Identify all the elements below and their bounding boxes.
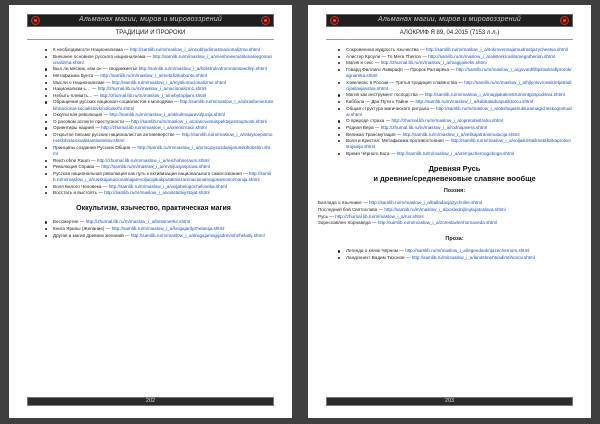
list-item: [346, 106, 573, 118]
item-label: Русь —: [318, 213, 334, 219]
item-link[interactable]: http://samlib.ru/m/maslow_i_a/kabbaladvaputiktorcu.shtml: [415, 98, 534, 104]
item-label: Обращение русских национал-социалистов к молодёжи —: [53, 99, 179, 105]
prose-title: Проза:: [445, 236, 464, 243]
item-label: Время Чёрного Бога —: [346, 150, 396, 156]
list-item: [318, 200, 573, 206]
poetry-title: Поэзия:: [443, 188, 466, 195]
item-label: Сокровенная мудрость язычества —: [346, 47, 425, 52]
item-link[interactable]: http://samlib.ru/m/maslow_i_a/orasovomaspekteprestupnosti.shtml: [131, 118, 267, 124]
item-label: О природе страха —: [346, 118, 391, 124]
emblem-icon: [261, 16, 270, 25]
list-item: [346, 80, 573, 92]
item-link[interactable]: http://samlib.ru/m/maslow_i_a/obshajastrukturamagicheskogoritualai.shtml: [346, 105, 572, 117]
list-item: [346, 125, 573, 131]
item-link[interactable]: http://samlib.ru/m/maslow_i_a/neobhodimostnacionalizma.shtml: [129, 47, 260, 52]
list-item: [53, 164, 274, 170]
item-link[interactable]: http://zhurnal.lib.ru/m/maslow_i_a/nacionalizm1.shtml: [97, 86, 207, 92]
item-label: Последний бой Святослава —: [318, 207, 384, 213]
list-item: [53, 171, 274, 183]
item-link[interactable]: http://zhurnal.lib.ru/m/maslow_i_a/nebytopljam.shtml: [99, 92, 207, 98]
item-link[interactable]: http://samlib.ru/m/maslow_i_a/vremjachernogoboga.shtml: [396, 150, 515, 156]
list-item: [53, 184, 274, 190]
item-label: К необходимости Национализма —: [53, 47, 129, 52]
list-item: [318, 220, 573, 226]
item-label: Книга Ярилы (Желание) —: [53, 225, 111, 231]
list-item: [346, 99, 573, 105]
item-link[interactable]: http://zhurnal.lib.ru/m/maslow_i_a/orientirnacii.shtml: [101, 125, 207, 131]
item-label: Ориентиры нацией —: [53, 125, 100, 131]
list-item: [53, 73, 274, 79]
item-link[interactable]: http://samlib.ru/m/maslow_i_a/hjlyotvvrossiitretjatradicijaslavjanstva.shtml: [346, 79, 572, 91]
list-item: [53, 112, 274, 118]
item-link[interactable]: http://samlib.ru/m/maslow_i_a/principysozdanijarusskihobshin.shtml: [53, 144, 271, 156]
item-label: Великая Трансмутация —: [346, 131, 402, 137]
list-item: [53, 80, 274, 86]
item-label: Воля и Кристал: Метафизика противостояния —: [346, 138, 450, 144]
list-item: [346, 151, 573, 157]
item-link[interactable]: http://samlib.ru/m/maslow_i_a/vneshnievnutrikinasiegonacionalizma.shtml: [53, 53, 273, 65]
right-subheader: АЛОКРИФ Я 89, 04.2015 (7153 л.л.): [326, 30, 573, 40]
list-item: [53, 47, 274, 53]
right-page-number: 203: [326, 397, 573, 406]
item-link[interactable]: http://samlib.ru/m/maslow_i_a/alisterkroulitomegatherion.shtml: [428, 53, 556, 59]
prose-list: [346, 248, 573, 261]
item-label: Reich ohne Raum —: [53, 157, 96, 163]
list-item: [53, 66, 274, 72]
emblem-icon: [31, 16, 40, 25]
item-link[interactable]: http://zhurnal.lib.ru/m/maslow_i_a/rus.shtml: [335, 213, 424, 219]
item-link[interactable]: http://samlib.ru/m/maslow_i_a/revoljucijasprava.shtml: [101, 164, 210, 170]
left-header-title: Альманах магии, миров и мировоззрений: [78, 16, 223, 23]
item-label: Родная Вера —: [346, 124, 380, 130]
right-section-title-line1: Древняя Русь: [428, 164, 481, 174]
item-link[interactable]: http://samlib.ru/m/maslow_i_a/velikajatransmutacija.shtml: [402, 131, 520, 137]
list-item: [346, 248, 573, 254]
list-item: [53, 93, 274, 99]
item-label: Внешнее основное русского национализма —: [53, 53, 152, 59]
item-link[interactable]: http://samlib.ru/m/maslow_i_a/okkultnajarevoljucija.shtml: [109, 112, 225, 118]
left-subheader: ТРАДИЦИИ И ПРОРОКИ: [27, 30, 274, 40]
item-label: Мысли о Национализме —: [53, 79, 111, 85]
item-link[interactable]: http://samlib.ru/m/maslow_i_a/vosstativystojat.shtml: [104, 190, 210, 196]
item-label: Оккультная революция —: [53, 112, 109, 118]
item-label: Говард Филлипс Лавкрафт — Пророк Рагнарёка —: [346, 66, 455, 72]
right-page: [300, 0, 600, 424]
item-link[interactable]: http://samlib.ru/m/maslow_i_a/voljabelogocheloveka.shtml: [108, 183, 227, 189]
right-header-banner: [326, 14, 573, 27]
item-link[interactable]: http://samlib.ru/m/maslow_i_a/kolistrukvdmmnamsaedinji.shtml: [138, 66, 267, 72]
left-section-title: Оккультизм, язычество, практическая магия: [76, 205, 231, 213]
item-link[interactable]: http://samlib.ru/m/maslow_i_a/myslionacionalizme.shtml: [111, 79, 226, 85]
item-label: Легенда о князе Чёрном —: [346, 248, 404, 254]
item-link[interactable]: http://samlib.ru/m/maslow_i_a/obrashenierusskihnacional-socialistovkmolodezhi.shtml: [53, 99, 274, 111]
item-link[interactable]: http://samlib.ru/m/maslow_i_a/legendaoknjazechernom.shtml: [405, 248, 530, 254]
poetry-list: [318, 200, 573, 226]
list-item: [346, 60, 573, 66]
item-link[interactable]: http://samlib.ru/m/maslow_i_a/sokrovennajamudrostjazychestva.shtml: [425, 47, 569, 52]
list-item: [53, 226, 274, 232]
item-label: Хэвелиокс в России — Третья традиция славянства —: [346, 79, 463, 85]
left-link-list-2: [53, 219, 274, 238]
item-label: Магия и секс —: [346, 60, 380, 66]
list-item: [53, 158, 274, 164]
item-label: Революция Справа —: [53, 164, 101, 170]
item-link[interactable]: http://samlib.ru/m/maslow_i_a/balladaojazychnike.shtml: [369, 200, 483, 206]
item-link[interactable]: http://zhurnal.lib.ru/m/maslow_i_a/rodnajavera.shtml: [380, 124, 487, 130]
item-link[interactable]: http://samlib.ru/m/maslow_i_a/otkrytoepismorusskihnacionalistantisemitov.shtml: [53, 131, 273, 144]
item-label: Принципы создания Русских Общин —: [53, 144, 137, 150]
right-section-title: [336, 164, 573, 184]
item-label: Каббала — Два Пути к Тайне —: [346, 98, 415, 104]
left-sheet: [9, 5, 292, 418]
left-header-banner: [27, 14, 274, 27]
item-label: Магия как инструмент господства —: [346, 92, 424, 98]
item-label: Воля Белого Человека —: [53, 183, 108, 189]
list-item: [318, 214, 573, 220]
item-link[interactable]: http://zhurnal.lib.ru/m/maslow_i_a/bessmertie.shtml: [85, 219, 191, 225]
item-link[interactable]: http://zhurnal.lib.ru/m/maslow_i_a/oprirodestraha.shtml: [391, 118, 504, 124]
item-link[interactable]: http://samlib.ru/m/maslow_i_a/russkajanacionalnajarevoljucijakakputaktivizaciinacionalnogosamosoznanija.shtml: [53, 170, 272, 182]
item-link[interactable]: http://zhurnal.lib.ru/m/maslow_i_a/reichohneraum.shtml: [96, 157, 210, 163]
list-item: [346, 92, 573, 98]
list-item: [346, 118, 573, 124]
list-item: [346, 132, 573, 138]
item-label: Зореславлен Хорнаведа —: [318, 220, 377, 226]
right-sheet: [308, 5, 591, 418]
right-section-title-line2: и древние/средневековые славяне вообще: [373, 174, 536, 184]
item-label: Был ли мясник, кем он — сводникиеты!: [53, 66, 138, 72]
item-link[interactable]: http://samlib.ru/m/maslow_i_a/knigajarilyzhelanija.shtml: [111, 225, 225, 231]
list-item: [53, 99, 274, 111]
item-label: Русская национальная революция как путь к активизации национального самосознания —: [53, 170, 248, 176]
item-label: О расовом аспекте преступности —: [53, 118, 130, 124]
left-content: [53, 47, 274, 388]
item-label: Восстать и выстоять —: [53, 190, 103, 196]
list-item: [53, 132, 274, 144]
item-label: Метафизика Бунта —: [53, 72, 100, 78]
list-item: [346, 138, 573, 150]
right-content: [318, 47, 573, 388]
item-label: Бессмертие —: [53, 219, 85, 225]
list-item: [53, 54, 274, 66]
item-label: Небыть-плевать… —: [53, 92, 99, 98]
item-link[interactable]: http://samlib.ru/m/maslow_i_a/govardfillipslavkraftprorokragnareka.shtml: [346, 66, 572, 78]
item-label: Ландскнехт Вадим Тихонов —: [346, 254, 411, 260]
right-link-list: [346, 47, 573, 157]
item-link[interactable]: http://samlib.ru/m/maslow_i_a/poslednijbojsvjatoslava.shtml: [384, 207, 506, 213]
list-item: [53, 145, 274, 157]
right-header-title: Альманах магии, миров и мировоззрений: [377, 16, 522, 23]
list-item: [346, 47, 573, 53]
list-item: [346, 67, 573, 79]
item-label: Национализм ь… —: [53, 86, 97, 92]
list-item: [53, 233, 274, 239]
left-link-list: [53, 47, 274, 196]
emblem-icon: [560, 16, 569, 25]
list-item: [346, 255, 573, 261]
item-link[interactable]: http://samlib.ru/m/maslow_i_a/voljaikristallmetafizikaprotivostojanija.shtml: [346, 138, 571, 150]
emblem-icon: [330, 16, 339, 25]
left-page-number: 202: [27, 397, 274, 406]
list-item: [318, 207, 573, 213]
item-link[interactable]: http://samlib.ru/m/maslow_i_a/landsknehtvadimtihonov.shtml: [411, 254, 535, 260]
list-item: [53, 86, 274, 92]
item-label: Алистер Кроули — То Мега Therion —: [346, 53, 427, 59]
item-label: Открытое письмо русских националистов антиневерстве —: [53, 131, 181, 137]
item-link[interactable]: http://samlib.ru/m/maslow_i_a/zoreslavlenhornaveda.shtml: [377, 220, 498, 226]
item-link[interactable]: http://samlib.ru/m/maslow_i_a/metafizikabunta.shtml: [100, 72, 207, 78]
item-link[interactable]: http://samlib.ru/m/maslow_i_a/drugajamagijadrevnihzhelanij.shtml: [130, 232, 265, 238]
item-label: Баллада о язычнике —: [318, 200, 368, 206]
item-label: Другая и магия древних желаний —: [53, 232, 130, 238]
item-label: Общая структура магического ритуала —: [346, 105, 435, 111]
list-item: [53, 190, 274, 196]
item-link[interactable]: http://samlib.ru/m/maslow_i_a/magijakakinstrumentgospodstva.shtml: [424, 92, 565, 98]
list-item: [53, 219, 274, 225]
list-item: [346, 54, 573, 60]
item-link[interactable]: http://zhurnal.lib.ru/m/maslow_i_a/magijaiseks.shtml: [380, 60, 487, 66]
list-item: [53, 125, 274, 131]
